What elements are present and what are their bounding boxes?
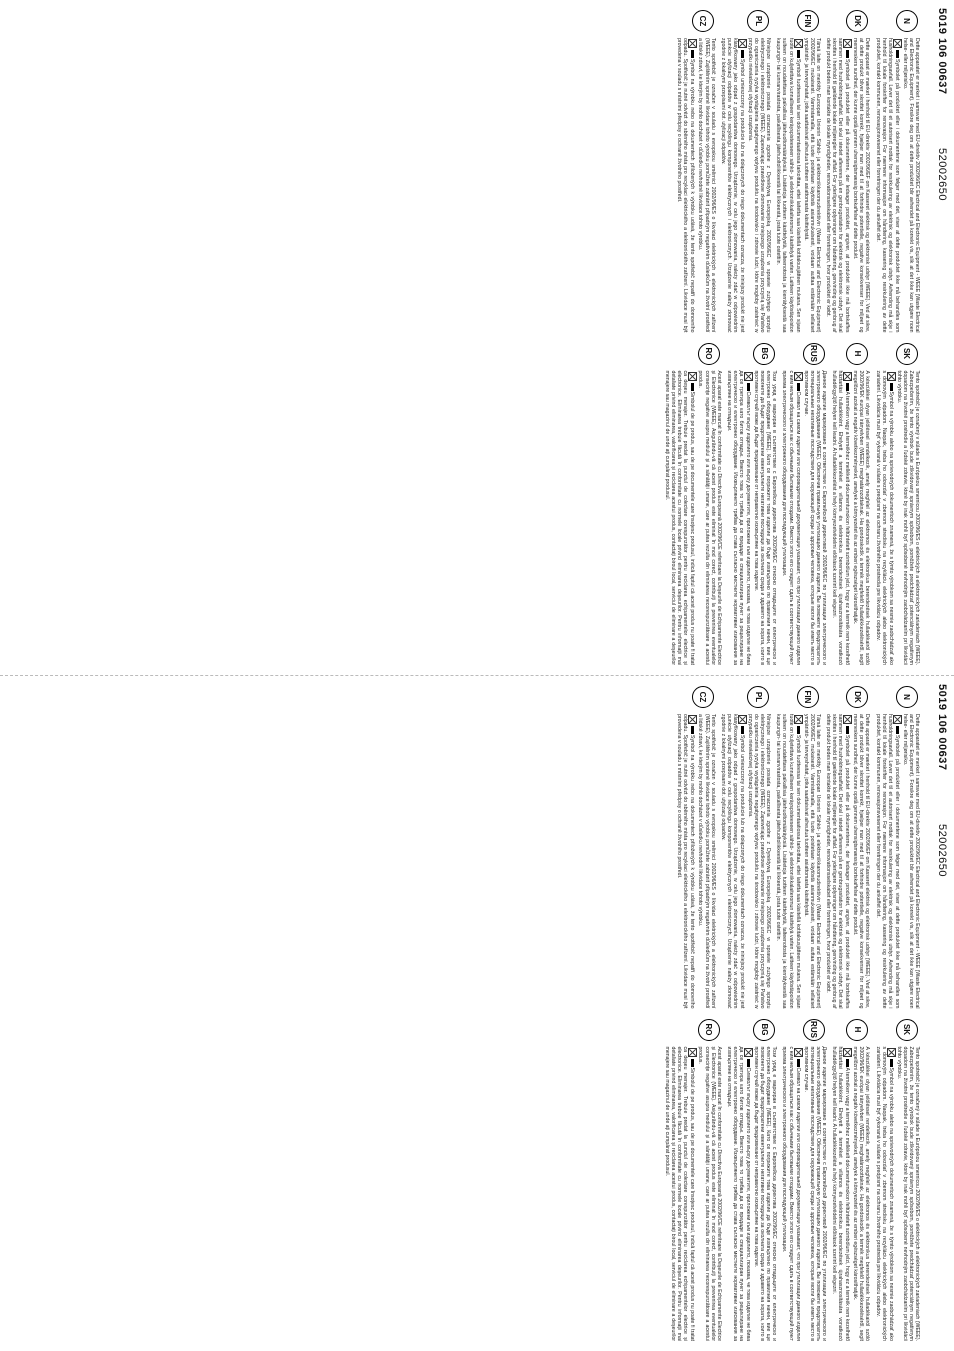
section-body: [676, 714, 715, 1009]
section-paragraph: Acest aparat este marcat în conformitate cu Directiva Europeană 2002/96/CE referitoare la Deşeurile de Echipamente Electrice şi Electronice (WEEE). Asigurându-vă că acest produs este eliminat în mod corect, contribuiţi la prevenirea eventualelor consecinţe negative asupra mediului şi a sănătăţii umane, care ar putea rezulta din eliminarea necorespunzătoare a acestui produs.: [697, 1046, 722, 1341]
symbol-text: Symboli tuotteessa tai sen dokumentaatiossa tarkoittaa, ettei laitetta saa käsitellä kotitalousjätteen mukana. Sen sijaan tuote on kuljetettava kunnalliseen keräyspisteeseen sähkö- ja elektroniikkalaiteromun käsittelyä varten. Laitteen käytöstäpoiston sulteen on noudatettava paikallisia jätehuoltomääräyksiä. Lisätietoja tuotteen käsittelystä, talteenotosta ja kierrätyksestä saa kaupungin- tai kunnanvirastosta, paikallisesta jätehuoltoliikkeestä tai liikkeestä, josta tuote ostettiin.: [775, 714, 801, 1009]
symbol-paragraph: [825, 38, 852, 333]
symbol-paragraph: [726, 1047, 753, 1342]
crossed-bin-icon: [893, 39, 902, 48]
language-section: [874, 343, 920, 666]
section-paragraph: Dette apparat er mærket i henhold til EU-direktiv 2002/96/EF om Kasseret elektrisk og elektronisk udstyr (WEEE). Ved at sikre, at dette produkt bliver skrottet korrekt, hjælper man med til at forhindre potentielle, negative konsekvenser for miljøet og menneskers sundhed, der kunne opstå gennem uhensigtsmæssig bortskaffelse af dette produkt.: [852, 38, 871, 333]
crossed-bin-icon: [688, 39, 697, 48]
symbol-paragraph: [720, 38, 747, 333]
crossed-bin-icon: [794, 39, 803, 48]
black-bar-icon: [846, 383, 849, 391]
symbol-text: Symbolet på produktet eller i dokumentene som følger med det, viser at dette produktet ikke må behandles som husholdningsavfall. Lever det til et autorisert mottak for resirkulering av elektrisk og elektronisk utstyr. Avhending må skje i henhold til lokale forskrifter for renovasjon. For nærmere informasjon om håndtering, kassering og resirkulering av dette produktet, kontakt kommunen, renovasjonsvesenet eller forretningen der du ankaffet det.: [874, 38, 900, 333]
product-code: 5019 106 00637: [936, 8, 948, 95]
black-bar-icon: [890, 383, 893, 391]
crossed-bin-icon: [688, 1048, 697, 1057]
symbol-paragraph: [664, 1047, 697, 1342]
symbol-text: Символът върху изделието или върху документите, приложени към изделието, показва, че това изделие не бива да се третира като битов отпадък. Вместо това то трябва да се предаде в специализиран пункт за рециклиране на електрическо и електронно оборудване. Изхвърлянето трябва да става съгласно местните нормативни изисквания за изхвърляне на отпадъци.: [725, 370, 752, 665]
crossed-bin-icon: [843, 715, 852, 724]
black-bar-icon: [741, 50, 744, 58]
section-paragraph: Tämä laite on merkitty Euroopan Unionin Sähkö- ja elektroniikkaromudirektiivin (Waste Electrical and Electronic Equipment) 2002/96/EC mukaisesti. Varmistamalla, että tuote poistetaan käytöstä asianmukaisesti, voidaan auttaa estämään sellaiset ympäristö- ja terveyshaitat, jotka saattaisivat aiheutua tuotteen asiattomasta käsittelystä.: [802, 714, 821, 1009]
document-header: [920, 684, 948, 1344]
symbol-paragraph: [726, 371, 753, 666]
symbol-text: Symbol umieszczony na produkcie lub na dołączonych do niego dokumentach oznacza, że niniejszy produkt nie jest klasyfikowany jako odpad z gospodarstwa domowego. Urządzenie, w celu jego złomowania, należy zdać w odpowiednim punkcie utylizacji odpadów w celu recyklingu komponentów elektrycznych i elektronicznych. Urządzenie należy złomować zgodnie z lokalnymi przepisami dot. utylizacji odpadów.: [719, 714, 746, 1009]
symbol-paragraph: [781, 371, 802, 666]
symbol-text: Symbolet på produktet eller på dokumenterne, der ledsager produktet, angiver, at produktet ikke må bortskaffes sammen med husholdningsaffald. Det skal i stedet afleveres på en genbrugsstation for elektrisk og elektronisk udstyr. Det skal skrottes i henhold til gældende lokale miljøregler for affald. For yderligere oplysninger om håndtering, genvinding og genbrug af dette produkt bedes man kontakte de lokale myndigheder, renovationsselskabet eller forretningen, hvor produktet er købt.: [824, 714, 851, 1009]
language-badge: CZ: [692, 686, 714, 708]
symbol-paragraph: [831, 1047, 852, 1342]
black-bar-icon: [896, 50, 899, 58]
language-badge: BG: [753, 343, 775, 365]
symbol-text: Simbolul de pe produs, sau de pe documentele care însoţesc produsul, indică faptul că acest produs nu poate fi tratat ca deşeu menajer. Trebuie predat la punctul de colectare corespunzător pentru reciclarea echipamentelor electrice şi electronice. Eliminarea trebuie făcută în conformitate cu normele locale privind eliminarea deşeurilor. Pentru informaţii mai detaliate privind eliminarea, valorificarea şi reciclarea acestui produs, contactaţi biroul local, serviciul de eliminare a deşeurilor menajere sau magazinul de unde aţi cumpărat produsul.: [664, 370, 696, 665]
product-code: 5019 106 00637: [936, 684, 948, 771]
section-paragraph: Данное изделие маркировано в соответствии с Европейской директивой 2002/96/EC по утилизации электрического и электронного оборудования (WEEE). Обеспечив правильную утилизацию данного изделия, Вы поможете предотвратить потенциальные негативные последствия для окружающей среды и здоровья человека, которые могли бы иметь место в противном случае.: [802, 370, 827, 665]
section-body: [831, 1047, 870, 1342]
column-right: [8, 1019, 920, 1342]
language-badge: CZ: [692, 10, 714, 32]
section-paragraph: Tento spotřebič je označen v souladu s evropskou směrnicí 2002/96/ES o likvidaci elektrických a elektronických zařízení (WEEE). Zajištěním správné likvidace tohoto výrobku pomůžete zabránit případným negativním důsledkům na životní prostředí a lidské zdraví, ke kterým by mohlo docházet v důsledku nevhodné likvidace tohoto výrobku.: [697, 38, 716, 333]
language-badge: FIN: [797, 10, 819, 32]
language-badge: SK: [896, 1019, 918, 1041]
symbol-paragraph: [874, 38, 901, 333]
doc-number: 52002650: [936, 148, 948, 201]
language-section: [874, 686, 920, 1009]
crossed-bin-icon: [887, 372, 896, 381]
section-paragraph: Niniejsze urządzenie posiada oznaczenia zgodne z Dyrektywą Europejską 2002/96/EC w sprawie zużytego sprzętu elektrycznego i elektronicznego (WEEE). Zapewniając prawidłowe złomowanie niniejszego urządzenia przyczynią się Państwo do ograniczenia ryzyka wystąpienia negatywnego wpływu produktu na środowisko i zdrowie ludzi, które mogłoby zaistnieć w przypadku niewłaściwej utylizacji urządzenia.: [747, 714, 772, 1009]
black-bar-icon: [797, 50, 800, 58]
symbol-paragraph: [676, 714, 697, 1009]
symbol-text: Symbol na výrobku alebo na sprievodných dokumentoch znamená, že s týmto výrobkom sa nesmie zaobchádzať ako s domovým odpadom. Naopak, treba ho odovzdať v zbernom stredisku na recykláciu elektrických alebo elektronických zariadení. Likvidácia musí byť vykonaná v súlade s predpismi na ochranu životného prostredia pre likvidáciu odpadov.: [874, 370, 894, 665]
language-badge: DK: [846, 10, 868, 32]
section-body: [676, 38, 715, 333]
section-paragraph: Tento spotrebič je označený v súlade s Európskou smernicou 2002/96/ES o elektrických a elektronických zariadeniach (WEEE). Zabezpečením, že tento výrobok bude zlikvidovaný správnym spôsobom, pomôžete predchádzať potenciálnym negatívnym dopadom na životné prostredie a ľudské zdravie, ktoré by inak mohli byť spôsobené nevhodným zaobchádzaním pri likvidácii tohto výrobku.: [895, 370, 920, 665]
language-section: [775, 10, 821, 333]
symbol-paragraph: [720, 714, 747, 1009]
crossed-bin-icon: [843, 39, 852, 48]
language-section: [831, 1019, 870, 1342]
language-section: [874, 1019, 920, 1342]
language-section: [676, 686, 715, 1009]
language-section: [831, 343, 870, 666]
language-section: [676, 10, 715, 333]
symbol-text: Символът върху изделието или върху документите, приложени към изделието, показва, че това изделие не бива да се третира като битов отпадък. Вместо това то трябва да се предаде в специализиран пункт за рециклиране на електрическо и електронно оборудване. Изхвърлянето трябва да става съгласно местните нормативни изисквания за изхвърляне на отпадъци.: [725, 1046, 752, 1341]
section-paragraph: Данное изделие маркировано в соответствии с Европейской директивой 2002/96/EC по утилизации электрического и электронного оборудования (WEEE). Обеспечив правильную утилизацию данного изделия, Вы поможете предотвратить потенциальные негативные последствия для окружающей среды и здоровья человека, которые могли бы иметь место в противном случае.: [802, 1046, 827, 1341]
crossed-bin-icon: [794, 715, 803, 724]
crossed-bin-icon: [794, 1048, 803, 1057]
language-badge: H: [846, 1019, 868, 1041]
symbol-text: Symbol na výrobku nebo na dokumentech přiložených k výrobku udává, že tento spotřebič nepatří do domovního odpadu. Spotřebič je nutné odvézt do sběrného místa pro recyklaci elektrického a elektronického zařízení. Likvidace musí být provedena v souladu s místními předpisy o ochraně životního prostředí.: [676, 714, 696, 1009]
section-paragraph: A készülékei olyan jelöléssel rendelkezik, amely megfelel az elektromos és elektronikus berendezések hulladékairól szóló 2002/96/EK európai irányelvben (WEEE) meghatározottaknak. Ha gondoskodik a termék megfelelő hulladékkezeléséről, segít megelőzni azokat a negatív következményeket, amelyek a környezetet és az emberi egészséget károsíthatják.: [852, 370, 871, 665]
language-badge: FIN: [797, 686, 819, 708]
column-left: [8, 10, 920, 333]
black-bar-icon: [691, 1059, 694, 1067]
black-bar-icon: [846, 1059, 849, 1067]
symbol-paragraph: [874, 1047, 895, 1342]
crossed-bin-icon: [893, 715, 902, 724]
crossed-bin-icon: [794, 372, 803, 381]
symbol-paragraph: [781, 1047, 802, 1342]
section-paragraph: Този уред е маркиран в съответствие с Европейска директива 2002/96/EC относно отпадъците от електрическо и електронно оборудване (WEEE). Като се погрижите това изделие да бъде изхвърлено по правилния начин, вие ще помогнете да бъдат предотвратени евентуалните негативни последици за околната среда и здравето на хората, които в противен случай може да бъдат предизвикани от неправилно изхвърляне на това изделие.: [753, 370, 778, 665]
section-body: [775, 714, 821, 1009]
crossed-bin-icon: [744, 372, 753, 381]
section-body: [825, 38, 871, 333]
language-badge: BG: [753, 1019, 775, 1041]
section-body: [726, 1047, 778, 1342]
symbol-text: Символ на самом изделии или сопроводительной документации указывает, что при утилизации данного изделия с ним нельзя обращаться как с обычными бытовыми отходами. Вместо этого его следует сдать в соответствующий пункт приема электрического и электронного оборудования для последующей утилизации.: [781, 1046, 801, 1341]
section-body: [874, 38, 920, 333]
section-body: [874, 714, 920, 1009]
section-paragraph: Този уред е маркиран в съответствие с Европейска директива 2002/96/EC относно отпадъците от електрическо и електронно оборудване (WEEE). Като се погрижите това изделие да бъде изхвърлено по правилния начин, вие ще помогнете да бъдат предотвратени евентуалните негативни последици за околната среда и здравето на хората, които в противен случай може да бъдат предизвикани от неправилно изхвърляне на това изделие.: [753, 1046, 778, 1341]
section-paragraph: Dette apparatet er merket i samsvar med EU-direktiv 2002/96/EC Electrical and Electronic Equipment - WEEE (Waste Electrical and Electronic Equipment). Forsikre deg om at dette produktet blir avhendet på korrekt vis, slik at det ikke kan utgjøre noen helse- eller miljørisiko.: [901, 38, 920, 333]
language-section: [874, 10, 920, 333]
symbol-paragraph: [874, 371, 895, 666]
language-section: [726, 1019, 778, 1342]
black-bar-icon: [747, 383, 750, 391]
section-paragraph: Tento spotrebič je označený v súlade s Európskou smernicou 2002/96/ES o elektrických a elektronických zariadeniach (WEEE). Zabezpečením, že tento výrobok bude zlikvidovaný správnym spôsobom, pomôžete predchádzať potenciálnym negatívnym dopadom na životné prostredie a ľudské zdravie, ktoré by inak mohli byť spôsobené nevhodným zaobchádzaním pri likvidácii tohto výrobku.: [895, 1046, 920, 1341]
language-badge: RUS: [803, 343, 825, 365]
black-bar-icon: [691, 50, 694, 58]
symbol-text: Symbolet på produktet eller på dokumenterne, der ledsager produktet, angiver, at produktet ikke må bortskaffes sammen med husholdningsaffald. Det skal i stedet afleveres på en genbrugsstation for elektrisk og elektronisk udstyr. Det skal skrottes i henhold til gældende lokale miljøregler for affald. For yderligere oplysninger om håndtering, genvinding og genbrug af dette produkt bedes man kontakte de lokale myndigheder, renovationsselskabet eller forretningen, hvor produktet er købt.: [824, 38, 851, 333]
language-section: [825, 10, 871, 333]
crossed-bin-icon: [744, 1048, 753, 1057]
language-badge: DK: [846, 686, 868, 708]
language-section: [664, 343, 722, 666]
symbol-paragraph: [831, 371, 852, 666]
symbol-paragraph: [825, 714, 852, 1009]
section-body: [781, 371, 827, 666]
section-paragraph: Tento spotřebič je označen v souladu s evropskou směrnicí 2002/96/ES o likvidaci elektrických a elektronických zařízení (WEEE). Zajištěním správné likvidace tohoto výrobku pomůžete zabránit případným negativním důsledkům na životní prostředí a lidské zdraví, ke kterým by mohlo docházet v důsledku nevhodné likvidace tohoto výrobku.: [697, 714, 716, 1009]
language-section: [775, 686, 821, 1009]
language-section: [825, 686, 871, 1009]
symbol-text: Symboli tuotteessa tai sen dokumentaatiossa tarkoittaa, ettei laitetta saa käsitellä kotitalousjätteen mukana. Sen sijaan tuote on kuljetettava kunnalliseen keräyspisteeseen sähkö- ja elektroniikkalaiteromun käsittelyä varten. Laitteen käytöstäpoiston sulteen on noudatettava paikallisia jätehuoltomääräyksiä. Lisätietoja tuotteen käsittelystä, talteenotosta ja kierrätyksestä saa kaupungin- tai kunnanvirastosta, paikallisesta jätehuoltoliikkeestä tai liikkeestä, josta tuote ostettiin.: [775, 38, 801, 333]
language-badge: H: [846, 343, 868, 365]
crossed-bin-icon: [738, 715, 747, 724]
black-bar-icon: [691, 726, 694, 734]
symbol-text: Symbol umieszczony na produkcie lub na dołączonych do niego dokumentach oznacza, że niniejszy produkt nie jest klasyfikowany jako odpad z gospodarstwa domowego. Urządzenie, w celu jego złomowania, należy zdać w odpowiednim punkcie utylizacji odpadów w celu recyklingu komponentów elektrycznych i elektronicznych. Urządzenie należy złomować zgodnie z lokalnymi przepisami dot. utylizacji odpadów.: [719, 38, 746, 333]
section-body: [781, 1047, 827, 1342]
black-bar-icon: [846, 50, 849, 58]
symbol-text: Символ на самом изделии или сопроводительной документации указывает, что при утилизации данного изделия с ним нельзя обращаться как с обычными бытовыми отходами. Вместо этого его следует сдать в соответствующий пункт приема электрического и электронного оборудования для последующей утилизации.: [781, 370, 801, 665]
black-bar-icon: [890, 1059, 893, 1067]
section-body: [831, 371, 870, 666]
symbol-text: A terméken vagy a termékhez mellékelt dokumentumokon feltüntetett szimbólum jelzi, hogy ez a termék nem kezelhető háztartási hulladékként. Ehelyett a terméket a villamos és elektronikus berendezések újrahasznosítására vonatkozó hulladékgyűjtő helyen kell leadni. A hulladékkezelést a helyi környezetvédelmi előírások szerint kell végezni.: [831, 370, 851, 665]
black-bar-icon: [747, 1059, 750, 1067]
symbol-text: Symbol na výrobku nebo na dokumentech přiložených k výrobku udává, že tento spotřebič nepatří do domovního odpadu. Spotřebič je nutné odvézt do sběrného místa pro recyklaci elektrického a elektronického zařízení. Likvidace musí být provedena v souladu s místními předpisy o ochraně životního prostředí.: [676, 38, 696, 333]
black-bar-icon: [797, 383, 800, 391]
section-body: [874, 371, 920, 666]
language-badge: PL: [747, 10, 769, 32]
section-body: [775, 38, 821, 333]
document-panel-bottom: [0, 675, 954, 1351]
language-badge: RO: [698, 1019, 720, 1041]
symbol-paragraph: [874, 714, 901, 1009]
section-paragraph: Dette apparatet er merket i samsvar med EU-direktiv 2002/96/EC Electrical and Electronic Equipment - WEEE (Waste Electrical and Electronic Equipment). Forsikre deg om at dette produktet blir avhendet på korrekt vis, slik at det ikke kan utgjøre noen helse- eller miljørisiko.: [901, 714, 920, 1009]
language-badge: RUS: [803, 1019, 825, 1041]
document-header: [920, 8, 948, 668]
black-bar-icon: [896, 726, 899, 734]
crossed-bin-icon: [688, 372, 697, 381]
language-badge: RO: [698, 343, 720, 365]
document-panel-top: [0, 0, 954, 675]
columns: [8, 10, 920, 665]
language-badge: N: [896, 686, 918, 708]
section-body: [720, 38, 772, 333]
language-section: [664, 1019, 722, 1342]
section-body: [726, 371, 778, 666]
doc-number: 52002650: [936, 824, 948, 877]
section-body: [664, 1047, 722, 1342]
crossed-bin-icon: [843, 1048, 852, 1057]
symbol-text: Symbolet på produktet eller i dokumentene som følger med det, viser at dette produktet ikke må behandles som husholdningsavfall. Lever det til et autorisert mottak for resirkulering av elektrisk og elektronisk utstyr. Avhending må skje i henhold til lokale forskrifter for renovasjon. For nærmere informasjon om håndtering, kassering og resirkulering av dette produktet, kontakt kommunen, renovasjonsvesenet eller forretningen der du ankaffet det.: [874, 714, 900, 1009]
language-section: [720, 10, 772, 333]
crossed-bin-icon: [688, 715, 697, 724]
language-section: [781, 1019, 827, 1342]
language-badge: PL: [747, 686, 769, 708]
black-bar-icon: [741, 726, 744, 734]
symbol-paragraph: [775, 714, 802, 1009]
rotated-content: [0, 676, 954, 1351]
crossed-bin-icon: [887, 1048, 896, 1057]
language-section: [781, 343, 827, 666]
crossed-bin-icon: [738, 39, 747, 48]
black-bar-icon: [797, 1059, 800, 1067]
section-paragraph: Tämä laite on merkitty Euroopan Unionin Sähkö- ja elektroniikkaromudirektiivin (Waste Electrical and Electronic Equipment) 2002/96/EC mukaisesti. Varmistamalla, että tuote poistetaan käytöstä asianmukaisesti, voidaan auttaa estämään sellaiset ympäristö- ja terveyshaitat, jotka saattaisivat aiheutua tuotteen asiattomasta käsittelystä.: [802, 38, 821, 333]
column-right: [8, 343, 920, 666]
section-paragraph: Niniejsze urządzenie posiada oznaczenia zgodne z Dyrektywą Europejską 2002/96/EC w sprawie zużytego sprzętu elektrycznego i elektronicznego (WEEE). Zapewniając prawidłowe złomowanie niniejszego urządzenia przyczynią się Państwo do ograniczenia ryzyka wystąpienia negatywnego wpływu produktu na środowisko i zdrowie ludzi, które mogłoby zaistnieć w przypadku niewłaściwej utylizacji urządzenia.: [747, 38, 772, 333]
black-bar-icon: [797, 726, 800, 734]
section-body: [720, 714, 772, 1009]
column-left: [8, 686, 920, 1009]
crossed-bin-icon: [843, 372, 852, 381]
language-badge: N: [896, 10, 918, 32]
symbol-paragraph: [775, 38, 802, 333]
columns: [8, 686, 920, 1341]
symbol-text: A terméken vagy a termékhez mellékelt dokumentumokon feltüntetett szimbólum jelzi, hogy ez a termék nem kezelhető háztartási hulladékként. Ehelyett a terméket a villamos és elektronikus berendezések újrahasznosítására vonatkozó hulladékgyűjtő helyen kell leadni. A hulladékkezelést a helyi környezetvédelmi előírások szerint kell végezni.: [831, 1046, 851, 1341]
section-paragraph: Dette apparat er mærket i henhold til EU-direktiv 2002/96/EF om Kasseret elektrisk og elektronisk udstyr (WEEE). Ved at sikre, at dette produkt bliver skrottet korrekt, hjælper man med til at forhindre potentielle, negative konsekvenser for miljøet og menneskers sundhed, der kunne opstå gennem uhensigtsmæssig bortskaffelse af dette produkt.: [852, 714, 871, 1009]
section-body: [825, 714, 871, 1009]
symbol-text: Symbol na výrobku alebo na sprievodných dokumentoch znamená, že s týmto výrobkom sa nesmie zaobchádzať ako s domovým odpadom. Naopak, treba ho odovzdať v zbernom stredisku na recykláciu elektrických alebo elektronických zariadení. Likvidácia musí byť vykonaná v súlade s predpismi na ochranu životného prostredia pre likvidáciu odpadov.: [874, 1046, 894, 1341]
language-section: [726, 343, 778, 666]
black-bar-icon: [691, 383, 694, 391]
symbol-paragraph: [664, 371, 697, 666]
symbol-text: Simbolul de pe produs, sau de pe documentele care însoţesc produsul, indică faptul că acest produs nu poate fi tratat ca deşeu menajer. Trebuie predat la punctul de colectare corespunzător pentru reciclarea echipamentelor electrice şi electronice. Eliminarea trebuie făcută în conformitate cu normele locale privind eliminarea deşeurilor. Pentru informaţii mai detaliate privind eliminarea, valorificarea şi reciclarea acestui produs, contactaţi biroul local, serviciul de eliminare a deşeurilor menajere sau magazinul de unde aţi cumpărat produsul.: [664, 1046, 696, 1341]
symbol-paragraph: [676, 38, 697, 333]
section-body: [874, 1047, 920, 1342]
section-body: [664, 371, 722, 666]
language-badge: SK: [896, 343, 918, 365]
black-bar-icon: [846, 726, 849, 734]
section-paragraph: Acest aparat este marcat în conformitate cu Directiva Europeană 2002/96/CE referitoare la Deşeurile de Echipamente Electrice şi Electronice (WEEE). Asigurându-vă că acest produs este eliminat în mod corect, contribuiţi la prevenirea eventualelor consecinţe negative asupra mediului şi a sănătăţii umane, care ar putea rezulta din eliminarea necorespunzătoare a acestui produs.: [697, 370, 722, 665]
rotated-content: [0, 0, 954, 675]
language-section: [720, 686, 772, 1009]
section-paragraph: A készülékei olyan jelöléssel rendelkezik, amely megfelel az elektromos és elektronikus berendezések hulladékairól szóló 2002/96/EK európai irányelvben (WEEE) meghatározottaknak. Ha gondoskodik a termék megfelelő hulladékkezeléséről, segít megelőzni azokat a negatív következményeket, amelyek a környezetet és az emberi egészséget károsíthatják.: [852, 1046, 871, 1341]
